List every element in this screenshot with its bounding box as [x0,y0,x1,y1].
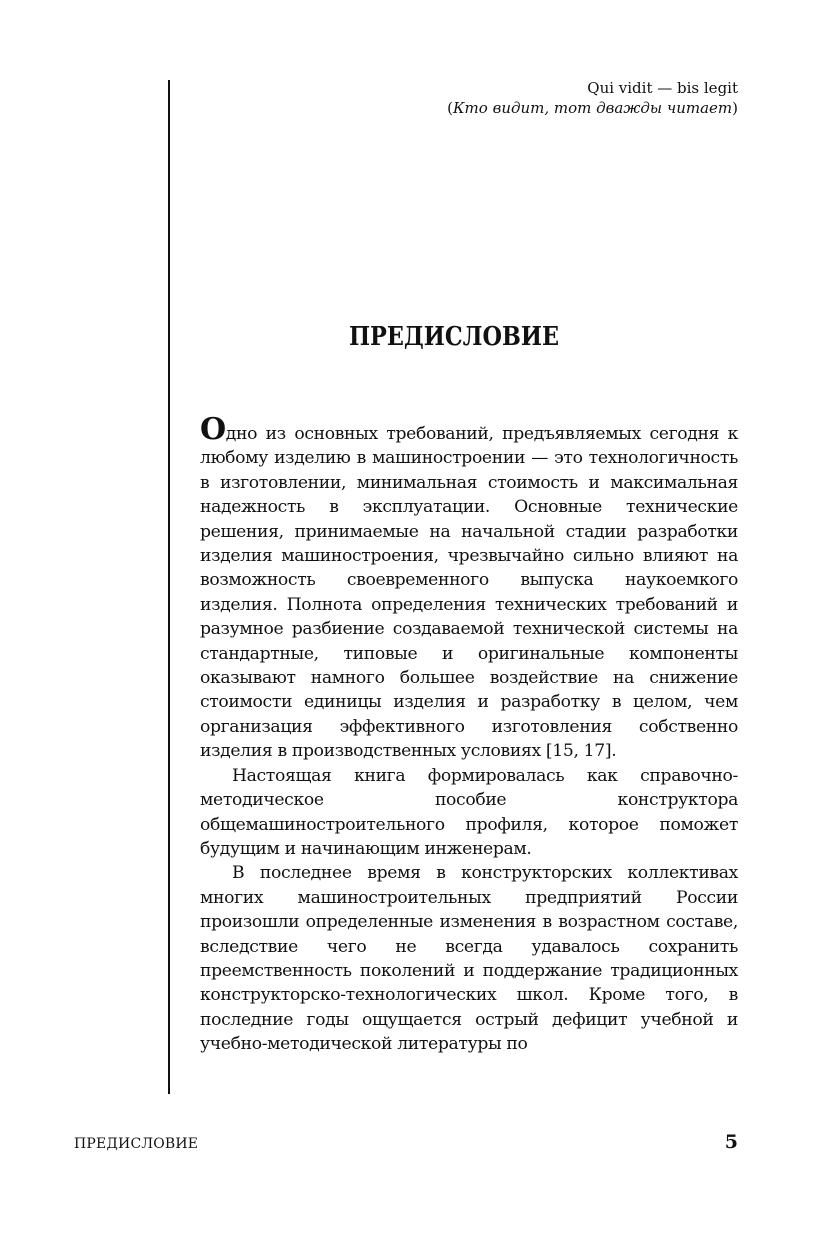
epigraph-latin: Qui vidit — bis legit [587,79,738,97]
paragraph-1-text: дно из основных требований, предъявляемых сегодня к любому изделию в машиностроении — это технологичность в изготовлении, минимальная стоимость и максимальная надежность в эксплуатации. Основные технические решения, принимаемые на начальной стадии разработки изделия машиностроения, чрезвычайно сильно влияют на возможность своевременного выпуска наукоемкого изделия. Полнота определения технических требований и разумное разбиение создаваемой технической системы на стандартные, типовые и оригинальные компоненты оказывают намного большее воздействие на снижение стоимости единицы изделия и разработку в целом, чем организация эффективного изготовления собственно изделия в производственных условиях [15, 17]. [200,424,738,762]
paragraph-1 [200,412,738,764]
epigraph [447,78,738,118]
body-text [200,412,738,1057]
paragraph-2: Настоящая книга формировалась как справочно-методическое пособие конструктора общемашиностроительного профиля, которое поможет будущим и начинающим инженерам. [200,765,738,859]
epigraph-translation: Кто видит, тот дважды читает [452,99,733,117]
paren-open: ( [447,99,453,117]
paragraph-3: В последнее время в конструкторских коллективах многих машиностроительных предприятий России произошли определенные изменения в возрастном составе, вследствие чего не всегда удавалось сохранить преемственность поколений и поддержание традиционных конструкторско-технологических школ. Кроме того, в последние годы ощущается острый дефицит учебной и учебно-методической литературы по [200,863,738,1055]
running-head: ПРЕДИСЛОВИЕ [74,1136,199,1152]
page-number: 5 [724,1131,738,1153]
paren-close: ) [732,99,738,117]
epigraph-translation-line [447,98,738,118]
vertical-rule [168,80,170,1094]
chapter-title: ПРЕДИСЛОВИЕ [348,322,560,352]
drop-cap: О [200,412,226,447]
